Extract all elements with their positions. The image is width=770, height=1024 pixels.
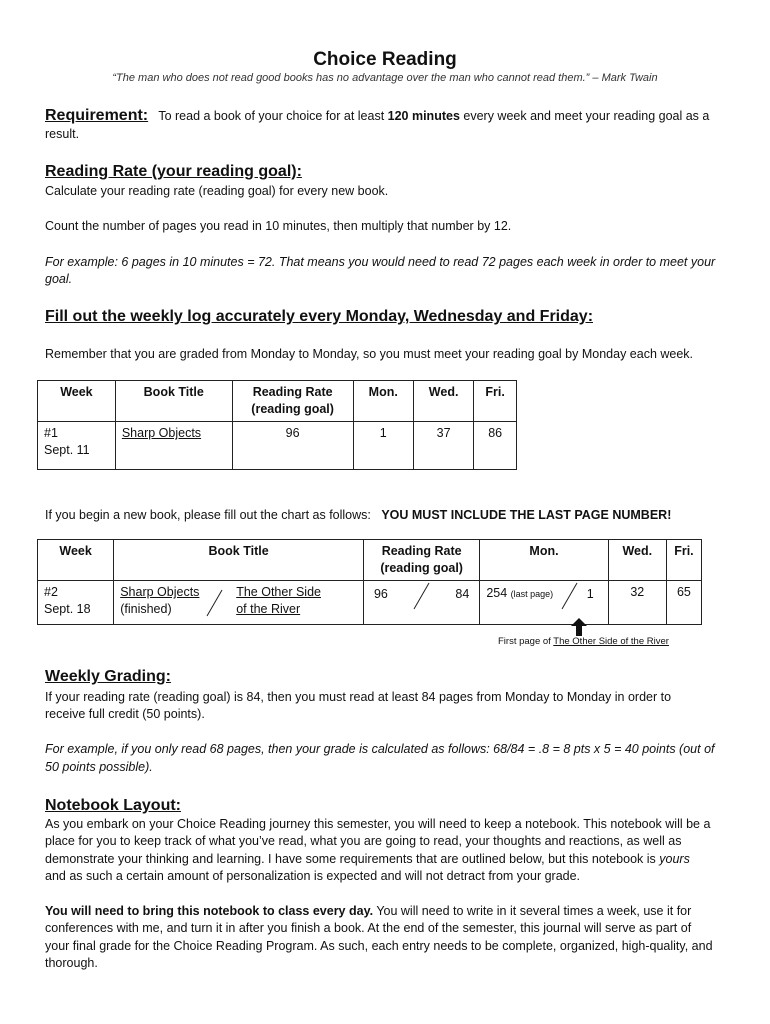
divider-slash xyxy=(415,584,429,604)
page-title: Choice Reading xyxy=(313,49,457,70)
header-fri: Fri. xyxy=(474,381,517,422)
reading-rate-example-line1: For example: 6 pages in 10 minutes = 72. That means you would need to read 72 pages each week in order to meet your xyxy=(45,255,716,269)
new-book-warning: YOU MUST INCLUDE THE LAST PAGE NUMBER! xyxy=(381,508,672,522)
weekly-log-heading: Fill out the weekly log accurately every Monday, Wednesday and Friday: xyxy=(45,308,594,325)
table-row xyxy=(38,422,517,470)
cell-wed: 37 xyxy=(413,422,473,470)
cell-book-title: Sharp Objects xyxy=(115,422,232,470)
requirement-line2: result. xyxy=(45,127,80,141)
notebook-p2-line2: conferences with me, and turn it in after you finish a book. At the end of the semester, this journal will serve as part of xyxy=(45,921,692,935)
cell-mon xyxy=(480,581,608,625)
header-mon: Mon. xyxy=(480,540,608,581)
notebook-p2-line1: You will need to bring this notebook to class every day. You will need to write in it several times a week, use it for xyxy=(45,904,692,918)
up-arrow-icon xyxy=(571,618,587,636)
cell-reading-rate: 96 xyxy=(232,422,353,470)
cell-week: #2 Sept. 18 xyxy=(38,581,114,625)
caption-book-title: The Other Side of the River xyxy=(553,636,669,647)
notebook-p1-line2: place for you to keep track of what you’ve read, what you are going to read, your thoughts and reactions, as well as xyxy=(45,834,682,848)
notebook-p2-line4: thorough. xyxy=(45,956,98,970)
header-book-title: Book Title xyxy=(115,381,232,422)
mon-last-page: 254 xyxy=(486,586,508,600)
requirement-text: To read a book of your choice for at least xyxy=(158,109,388,123)
header-mon: Mon. xyxy=(353,381,413,422)
reading-rate-p1: Calculate your reading rate (reading goal) for every new book. xyxy=(45,184,389,198)
requirement-minutes: 120 minutes xyxy=(387,109,460,123)
rate-old: 96 xyxy=(373,586,388,601)
weekly-grading-line2: receive full credit (50 points). xyxy=(45,707,205,721)
notebook-bring-notebook: You will need to bring this notebook to class every day. xyxy=(45,904,374,918)
table-header-row xyxy=(38,381,517,422)
cell-week: #1 Sept. 11 xyxy=(38,422,116,470)
requirement-heading: Requirement: xyxy=(45,107,149,124)
divider-slash xyxy=(563,584,577,604)
rate-new: 84 xyxy=(455,586,470,601)
header-book-title: Book Title xyxy=(114,540,364,581)
weekly-log-reminder: Remember that you are graded from Monday to Monday, so you must meet your reading goal by Monday each week. xyxy=(45,347,694,361)
notebook-heading: Notebook Layout: xyxy=(45,797,181,814)
new-book-title-line1: The Other Side xyxy=(236,585,321,599)
cell-fri: 65 xyxy=(666,581,701,625)
header-week: Week xyxy=(38,540,114,581)
new-book-intro: If you begin a new book, please fill out the chart as follows: YOU MUST INCLUDE THE LAST PAGE NUMBER! xyxy=(45,508,672,522)
notebook-p1-line4: and as such a certain amount of personalization is expected and will not detract from your grade. xyxy=(45,869,581,883)
header-reading-rate: Reading Rate (reading goal) xyxy=(232,381,353,422)
notebook-p1-line3: demonstrate your thinking and learning. I have some requirements that are outlined below, but this notebook is yours xyxy=(45,852,690,866)
requirement-text-after: every week and meet your reading goal as a xyxy=(459,109,710,123)
weekly-grading-line1: If your reading rate (reading goal) is 84, then you must read at least 84 pages from Monday to Monday in order to xyxy=(45,690,672,704)
header-reading-rate: Reading Rate (reading goal) xyxy=(363,540,479,581)
first-page-caption: First page of The Other Side of the River xyxy=(498,636,669,647)
cell-mon: 1 xyxy=(353,422,413,470)
weekly-log-table xyxy=(37,380,517,470)
new-book-table xyxy=(37,539,702,625)
mon-last-page-note: (last page) xyxy=(510,589,554,599)
table-row xyxy=(38,581,702,625)
requirement-section xyxy=(45,107,735,125)
weekly-grading-heading: Weekly Grading: xyxy=(45,668,171,685)
reading-rate-example-line2: goal. xyxy=(45,272,73,286)
header-week: Week xyxy=(38,381,116,422)
quote: “The man who does not read good books has no advantage over the man who cannot read them.” – Mark Twain xyxy=(112,72,658,84)
old-book-title: Sharp Objects xyxy=(120,585,200,599)
cell-fri: 86 xyxy=(474,422,517,470)
old-book-status: (finished) xyxy=(120,602,172,616)
notebook-p1-line1: As you embark on your Choice Reading journey this semester, you will need to keep a notebook. This notebook will be a xyxy=(45,817,711,831)
notebook-p2-line3: your final grade for the Choice Reading Program. As such, each entry needs to be complete, organized, high-quality, and xyxy=(45,939,713,953)
reading-rate-heading: Reading Rate (your reading goal): xyxy=(45,163,302,180)
header-fri: Fri. xyxy=(666,540,701,581)
header-wed: Wed. xyxy=(608,540,666,581)
weekly-grading-example-line1: For example, if you only read 68 pages, then your grade is calculated as follows: 68/84 = .8 = 8 pts x 5 = 40 points (out of xyxy=(45,742,715,756)
header-wed: Wed. xyxy=(413,381,473,422)
new-book-title-line2: of the River xyxy=(236,602,301,616)
cell-reading-rate xyxy=(363,581,479,625)
cell-wed: 32 xyxy=(608,581,666,625)
table-header-row xyxy=(38,540,702,581)
weekly-grading-example-line2: 50 points possible). xyxy=(45,760,153,774)
mon-first-page: 1 xyxy=(586,586,594,601)
divider-slash xyxy=(208,591,222,611)
cell-book-title xyxy=(114,581,364,625)
reading-rate-p2: Count the number of pages you read in 10 minutes, then multiply that number by 12. xyxy=(45,219,512,233)
